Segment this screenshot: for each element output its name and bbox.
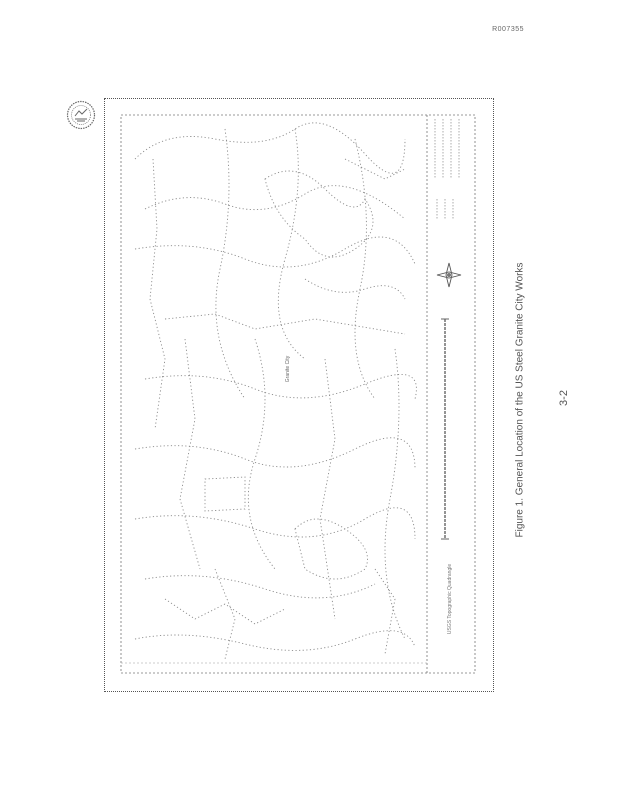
- legend-lines: [435, 119, 459, 219]
- document-id: R007355: [492, 26, 524, 33]
- north-arrow-icon: [437, 263, 461, 287]
- svg-text:Granite City: Granite City: [285, 355, 291, 383]
- scale-note: [447, 564, 453, 634]
- svg-text:USGS Topographic Quadrangle: USGS Topographic Quadrangle: [447, 563, 453, 635]
- map-inner-border: [121, 115, 475, 673]
- page-number-container: [554, 388, 574, 408]
- agency-seal-icon: [66, 100, 96, 130]
- location-map: [104, 98, 494, 692]
- map-road-network: [135, 123, 416, 659]
- figure-caption: Figure 1. General Location of the US Steel Granite City Works: [514, 262, 526, 538]
- place-label: [283, 355, 291, 383]
- figure-caption-container: [508, 230, 532, 570]
- scale-bar: [441, 319, 449, 539]
- page-number: 3-2: [558, 390, 570, 406]
